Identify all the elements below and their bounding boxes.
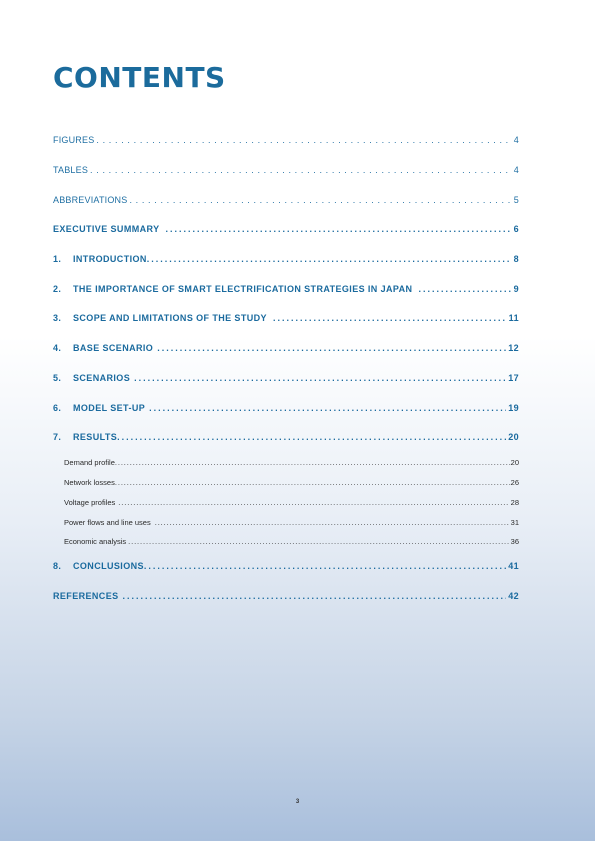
toc-entry-executive-summary[interactable]: [53, 224, 519, 234]
toc-entry-page: 41: [508, 561, 519, 571]
toc-entry-number: 7.: [53, 432, 62, 442]
toc-entry-smart-electrification[interactable]: [53, 284, 519, 294]
toc-entry-number: 2.: [53, 284, 62, 294]
toc-entry-label: Economic analysis: [64, 537, 127, 546]
toc-entry-abbreviations[interactable]: [53, 195, 519, 205]
toc-entry-page: 20: [508, 432, 519, 442]
toc-entry-page: 9: [513, 284, 519, 294]
toc-entry-title: MODEL SET-UP: [73, 403, 146, 413]
toc-entry-label: Demand profile: [64, 458, 115, 467]
dot-leader: [117, 432, 506, 442]
toc-entry-label: ABBREVIATIONS: [53, 195, 128, 205]
toc-entry-label: TABLES: [53, 165, 89, 175]
dot-leader: [90, 165, 512, 175]
toc-entry-title: CONCLUSIONS: [73, 561, 144, 571]
toc-entry-label: [53, 343, 153, 353]
toc-subentry-power-flows[interactable]: [64, 518, 519, 527]
toc-entry-page: 42: [508, 591, 519, 601]
dot-leader: [123, 591, 507, 601]
dot-leader: [115, 478, 511, 487]
toc-entry-title: BASE SCENARIO: [73, 343, 154, 353]
dot-leader: [129, 195, 511, 205]
dot-leader: [149, 403, 506, 413]
toc-entry-number: 6.: [53, 403, 62, 413]
dot-leader: [418, 284, 511, 294]
toc-entry-references[interactable]: [53, 591, 519, 601]
toc-entry-number: 5.: [53, 373, 62, 383]
toc-entry-label: [53, 284, 412, 294]
dot-leader: [165, 224, 511, 234]
toc-entry-title: SCENARIOS: [73, 373, 131, 383]
toc-entry-scenarios[interactable]: [53, 373, 519, 383]
toc-entry-title: SCOPE AND LIMITATIONS OF THE STUDY: [73, 313, 267, 323]
toc-entry-label: FIGURES: [53, 135, 95, 145]
toc-entry-page: 19: [508, 403, 519, 413]
toc-entry-label: Voltage profiles: [64, 498, 116, 507]
toc-subentry-economic-analysis[interactable]: [64, 537, 519, 546]
toc-entry-label: [53, 373, 130, 383]
toc-entry-introduction[interactable]: [53, 254, 519, 264]
toc-entry-tables[interactable]: [53, 165, 519, 175]
toc-subentry-network-losses[interactable]: [64, 478, 519, 487]
dot-leader: [157, 343, 506, 353]
toc-entry-label: [53, 313, 267, 323]
toc-entry-results[interactable]: [53, 432, 519, 442]
toc-subentry-demand-profile[interactable]: [64, 458, 519, 467]
toc-entry-scope-limitations[interactable]: [53, 313, 519, 323]
dot-leader: [96, 135, 511, 145]
toc-entry-page: 8: [513, 254, 519, 264]
toc-entry-page: 31: [510, 518, 519, 527]
toc-entry-figures[interactable]: [53, 135, 519, 145]
dot-leader: [144, 561, 506, 571]
toc-entry-label: [53, 561, 144, 571]
toc-entry-page: 6: [513, 224, 519, 234]
dot-leader: [155, 518, 509, 527]
dot-leader: [118, 498, 508, 507]
page-number: 3: [295, 799, 300, 805]
dot-leader: [115, 458, 511, 467]
dot-leader: [147, 254, 512, 264]
toc-entry-page: 17: [508, 373, 519, 383]
toc-entry-title: INTRODUCTION: [73, 254, 147, 264]
toc-entry-title: RESULTS: [73, 432, 118, 442]
toc-entry-number: 1.: [53, 254, 62, 264]
toc-entry-page: 11: [508, 313, 519, 323]
toc-entry-page: 12: [508, 343, 519, 353]
toc-entry-page: 28: [510, 498, 519, 507]
toc-entry-base-scenario[interactable]: [53, 343, 519, 353]
toc-entry-page: 5: [513, 195, 519, 205]
toc-entry-page: 20: [510, 458, 519, 467]
toc-entry-label: [53, 432, 117, 442]
toc-entry-number: 8.: [53, 561, 62, 571]
dot-leader: [128, 537, 509, 546]
toc-entry-number: 4.: [53, 343, 62, 353]
toc-entry-label: [53, 254, 147, 264]
toc-entry-number: 3.: [53, 313, 62, 323]
toc-entry-conclusions[interactable]: [53, 561, 519, 571]
page-title: CONTENTS: [53, 61, 226, 94]
toc-entry-page: 26: [510, 478, 519, 487]
toc-entry-label: REFERENCES: [53, 591, 119, 601]
toc-entry-page: 4: [513, 135, 519, 145]
toc-entry-page: 36: [510, 537, 519, 546]
dot-leader: [134, 373, 506, 383]
toc-entry-label: Power flows and line uses: [64, 518, 151, 527]
toc-subentry-voltage-profiles[interactable]: [64, 498, 519, 507]
dot-leader: [273, 313, 507, 323]
toc-entry-label: Network losses: [64, 478, 115, 487]
toc-entry-label: [53, 403, 145, 413]
toc-entry-model-setup[interactable]: [53, 403, 519, 413]
toc-entry-title: THE IMPORTANCE OF SMART ELECTRIFICATION STRATEGIES IN JAPAN: [73, 284, 413, 294]
toc-entry-label: EXECUTIVE SUMMARY: [53, 224, 160, 234]
toc-entry-page: 4: [513, 165, 519, 175]
